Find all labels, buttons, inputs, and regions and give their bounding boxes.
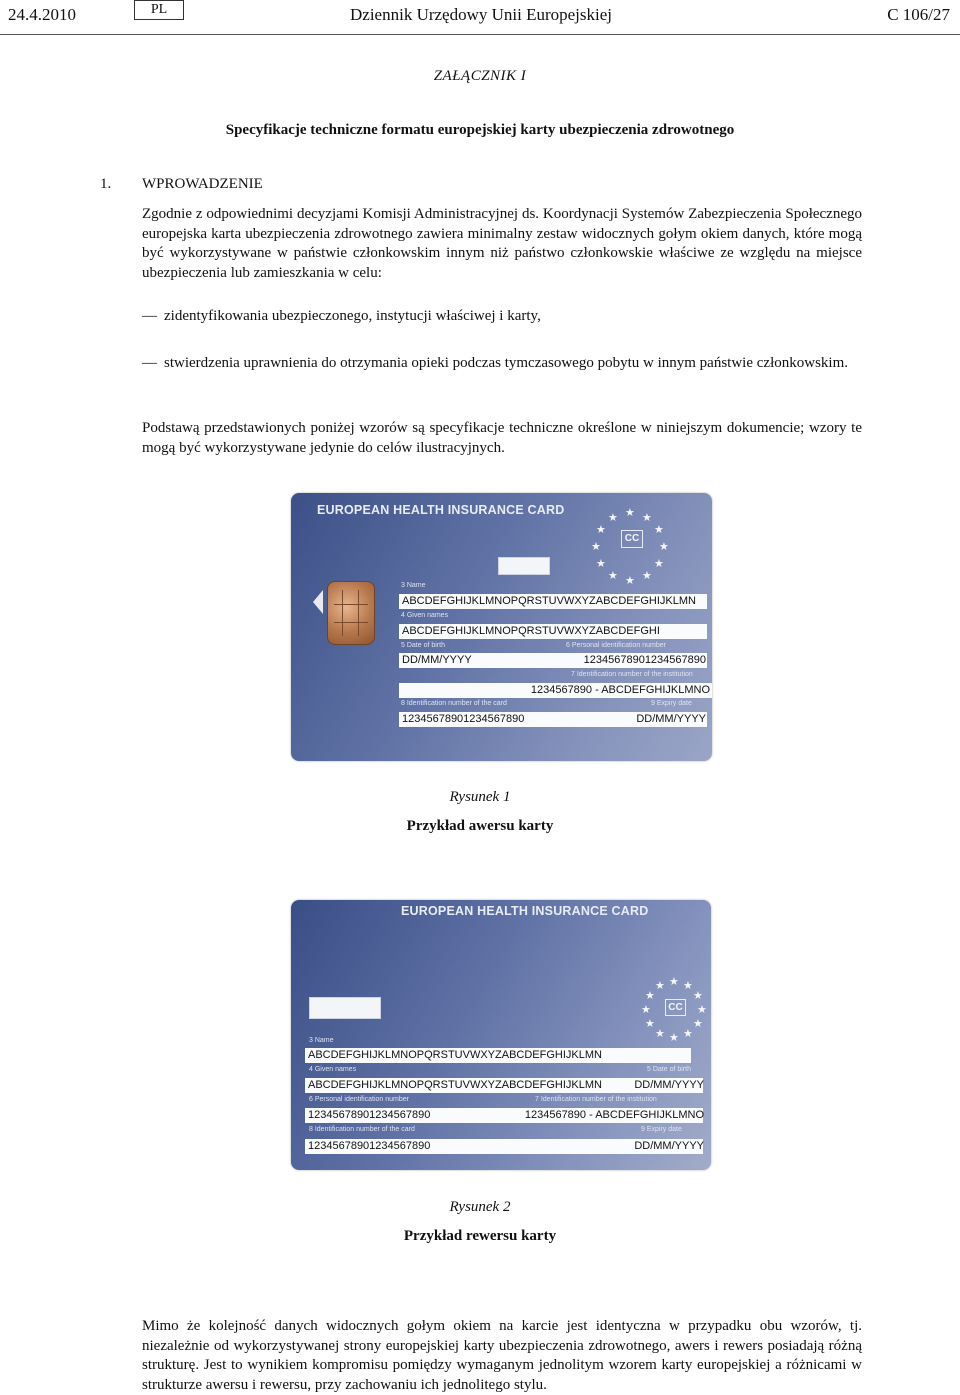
card-blank-box	[309, 997, 381, 1019]
card-front-image	[291, 493, 712, 761]
journal-title: Dziennik Urzędowy Unii Europejskiej	[350, 5, 613, 24]
field-value: ABCDEFGHIJKLMNOPQRSTUVWXYZABCDEFGHIJKLMN	[305, 1078, 703, 1093]
chip-icon	[327, 581, 375, 645]
header-rule	[0, 34, 960, 35]
field-value: DD/MM/YYYY	[636, 713, 706, 725]
figure-title: Przykład rewersu karty	[403, 1228, 557, 1244]
field-value: DD/MM/YYYY	[634, 1079, 704, 1091]
field-value: ABCDEFGHIJKLMNOPQRSTUVWXYZABCDEFGHI	[399, 624, 707, 639]
field-label: 9 Expiry date	[651, 700, 692, 707]
field-value: 12345678901234567890	[399, 712, 707, 727]
card-title: EUROPEAN HEALTH INSURANCE CARD	[401, 904, 649, 918]
field-label: 7 Identification number of the institution	[535, 1096, 657, 1103]
eu-stars-icon: ★ ★ ★ ★ ★ ★ ★ ★ ★ ★ ★ ★	[591, 506, 669, 587]
page-header	[0, 0, 960, 36]
list-item-text: zidentyfikowania ubezpieczonego, instytucji właściwej i karty,	[164, 308, 541, 324]
language-code: PL	[134, 0, 184, 20]
annex-label: ZAŁĄCZNIK I	[433, 68, 527, 84]
paragraph-intro: Zgodnie z odpowiednimi decyzjami Komisji Administracyjnej ds. Koordynacji Systemów Zabezpieczenia Społecznego europejska karta ubezpieczenia zdrowotnego zawiera minimalny zestaw widocznych gołym okiem danych, które mogą być wykorzystywane w państwie członkowskim innym niż państwo członkowskie właściwe ze względu na miejsce ubezpieczenia lub zamieszkania w celu:	[142, 206, 862, 281]
field-label: 4 Given names	[401, 612, 449, 619]
field-value: 12345678901234567890	[583, 654, 706, 666]
paragraph-basis: Podstawą przedstawionych poniżej wzorów są specyfikacje techniczne określone w niniejszym dokumencie; wzory te mogą być wykorzystywane jedynie do celów ilustracyjnych.	[142, 420, 862, 456]
section-title: WPROWADZENIE	[142, 176, 263, 192]
paragraph-closing: Mimo że kolejność danych widocznych gołym okiem na karcie jest identyczna w przypadku obu wzorów, tj. niezależnie od wykorzystywanej strony europejskiej karty ubezpieczenia zdrowotnego, awers i rewers posiadają różną strukturę. Jest to wynikiem kompromisu pomiędzy wymaganym jednolitym wzorem karty europejskiej a różnicami w strukturze awersu i rewersu, przy zachowaniu ich jednolitego stylu.	[142, 1318, 862, 1393]
country-code-box: CC	[665, 999, 686, 1016]
field-label: 7 Identification number of the institution	[571, 671, 693, 678]
field-label: 6 Personal identification number	[566, 642, 667, 649]
card-blank-box	[498, 557, 550, 575]
card-title: EUROPEAN HEALTH INSURANCE CARD	[317, 503, 565, 517]
field-label: 3 Name	[401, 582, 426, 589]
dash-marker: —	[142, 355, 157, 371]
annex-title: Specyfikacje techniczne formatu europejskiej karty ubezpieczenia zdrowotnego	[225, 122, 735, 138]
field-label: 9 Expiry date	[641, 1126, 682, 1133]
field-value: ABCDEFGHIJKLMNOPQRSTUVWXYZABCDEFGHIJKLMN	[399, 594, 707, 609]
field-label: 4 Given names	[309, 1066, 357, 1073]
figure-title: Przykład awersu karty	[406, 818, 554, 834]
figure-label: Rysunek 2	[449, 1199, 511, 1215]
header-date: 24.4.2010	[8, 5, 76, 24]
section-heading	[100, 176, 263, 193]
field-label: 8 Identification number of the card	[401, 700, 507, 707]
field-value: 1234567890 - ABCDEFGHIJKLMNO	[399, 683, 712, 698]
list-item	[142, 307, 862, 327]
dash-marker: —	[142, 308, 157, 324]
field-label: 5 Date of birth	[401, 642, 445, 649]
list-item-text: stwierdzenia uprawnienia do otrzymania opieki podczas tymczasowego pobytu w innym państwie członkowskim.	[164, 355, 848, 371]
field-label: 8 Identification number of the card	[309, 1126, 415, 1133]
figure-label: Rysunek 1	[449, 789, 511, 805]
field-value: DD/MM/YYYY	[634, 1140, 704, 1152]
field-value: 12345678901234567890	[305, 1139, 703, 1154]
field-label: 5 Date of birth	[647, 1066, 691, 1073]
section-number: 1.	[100, 176, 112, 192]
country-code-box: CC	[621, 530, 643, 548]
field-label: 6 Personal identification number	[309, 1096, 410, 1103]
eu-stars-icon: ★ ★ ★ ★ ★ ★ ★ ★ ★ ★ ★ ★	[641, 975, 707, 1044]
list-item	[142, 354, 862, 374]
field-value: ABCDEFGHIJKLMNOPQRSTUVWXYZABCDEFGHIJKLMN	[305, 1048, 691, 1063]
card-notch-icon	[313, 590, 323, 614]
page-reference: C 106/27	[887, 5, 950, 24]
field-value: 12345678901234567890	[305, 1108, 703, 1123]
field-label: 3 Name	[309, 1037, 334, 1044]
field-value: DD/MM/YYYY	[399, 653, 707, 668]
field-value: 1234567890 - ABCDEFGHIJKLMNO	[524, 1109, 704, 1121]
card-back-image	[291, 900, 711, 1170]
